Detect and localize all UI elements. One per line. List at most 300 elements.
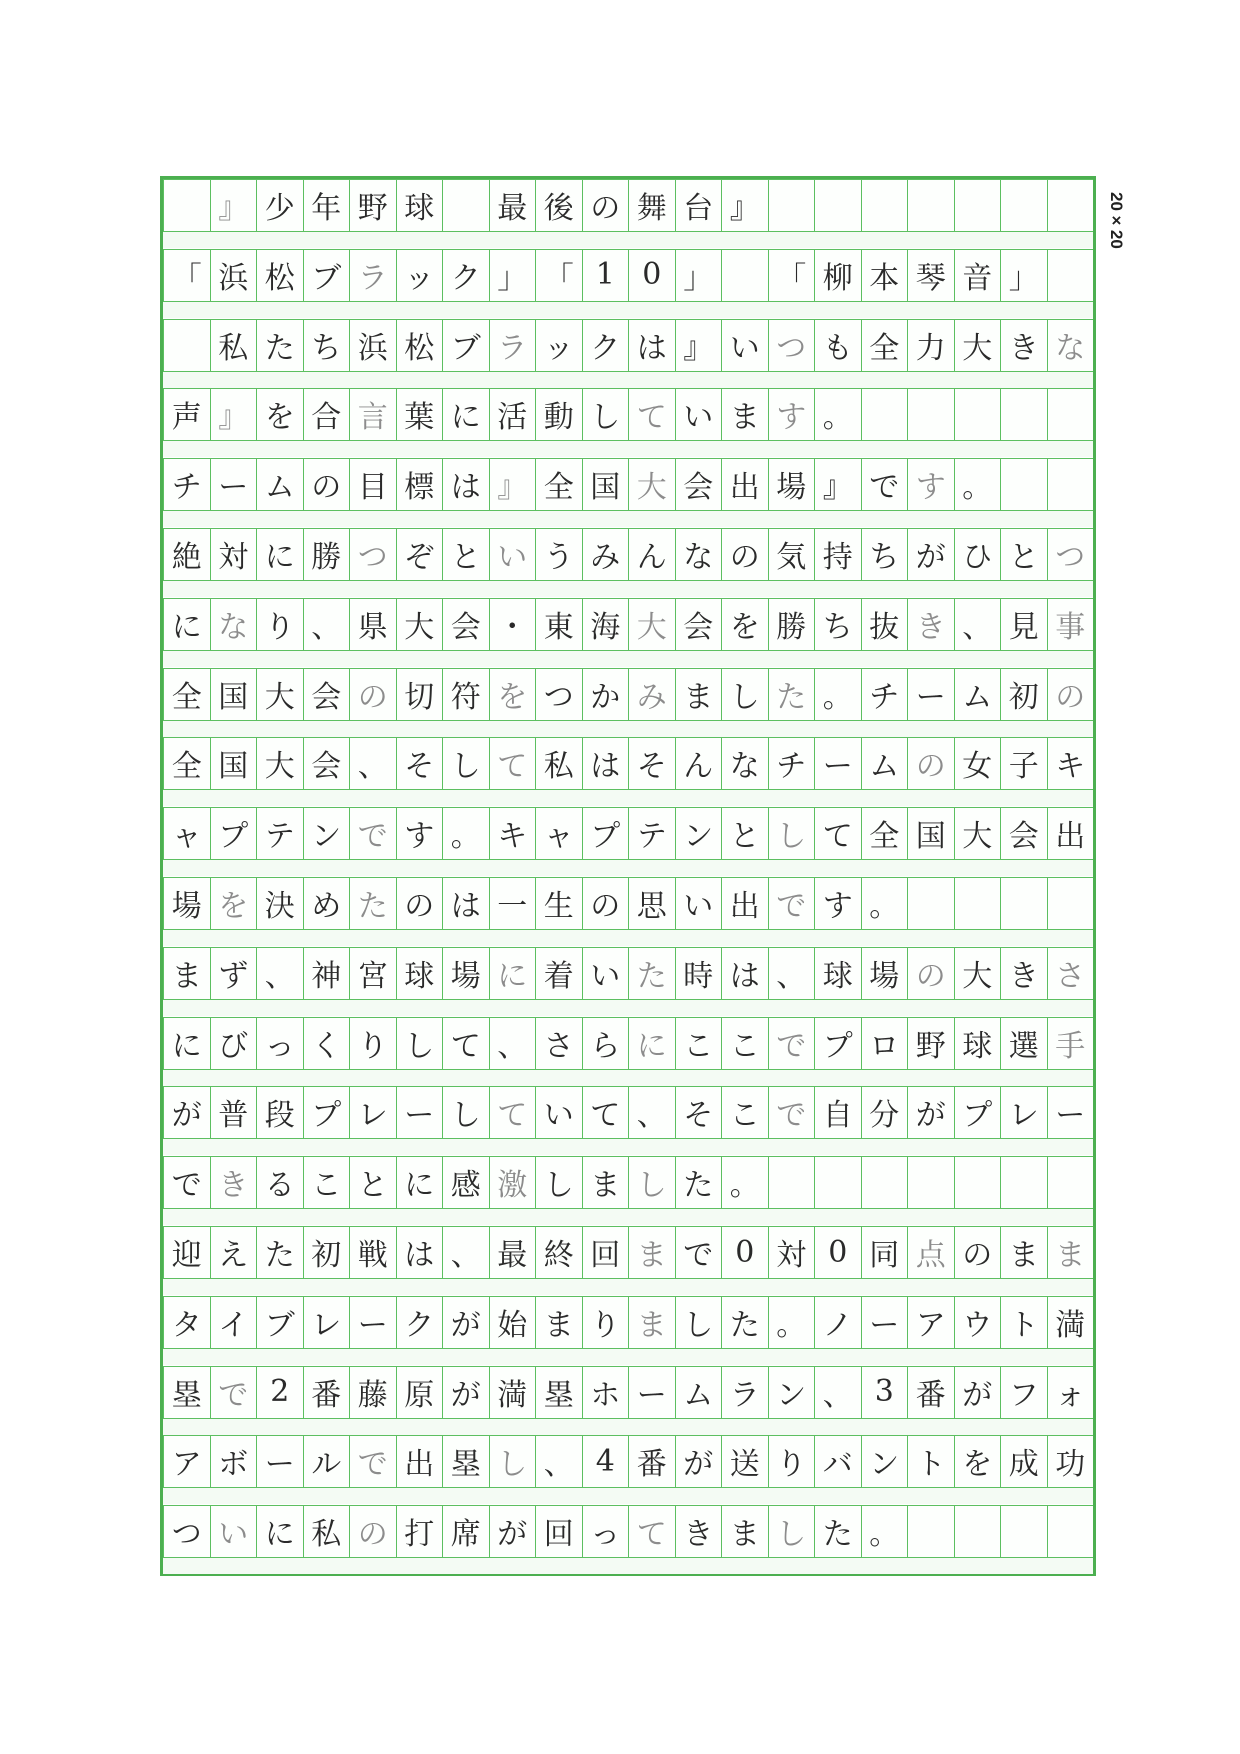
grid-cell bbox=[954, 1505, 1001, 1557]
grid-cell: が bbox=[954, 1366, 1001, 1418]
grid-cell: 東 bbox=[535, 598, 582, 650]
grid-line bbox=[163, 1069, 1093, 1070]
grid-cell: プ bbox=[582, 807, 629, 859]
grid-cell: 』 bbox=[675, 319, 722, 371]
grid-cell: バ bbox=[814, 1435, 861, 1487]
grid-cell: 国 bbox=[907, 807, 954, 859]
grid-cell: ち bbox=[814, 598, 861, 650]
grid-cell: ま bbox=[721, 1505, 768, 1557]
grid-cell: の bbox=[349, 668, 396, 720]
grid-cell bbox=[954, 179, 1001, 231]
grid-cell: 、 bbox=[814, 1366, 861, 1418]
grid-cell: ぞ bbox=[396, 528, 443, 580]
grid-cell: 大 bbox=[954, 319, 1001, 371]
grid-cell: 最 bbox=[489, 179, 536, 231]
grid-cell: が bbox=[907, 1086, 954, 1138]
grid-cell: な bbox=[210, 598, 257, 650]
grid-cell: ず bbox=[210, 947, 257, 999]
grid-cell: の bbox=[582, 877, 629, 929]
grid-cell: 送 bbox=[721, 1435, 768, 1487]
grid-cell: が bbox=[442, 1296, 489, 1348]
grid-cell: 手 bbox=[1047, 1017, 1094, 1069]
grid-cell: 符 bbox=[442, 668, 489, 720]
grid-cell: プ bbox=[210, 807, 257, 859]
grid-cell: 段 bbox=[256, 1086, 303, 1138]
grid-cell: 野 bbox=[907, 1017, 954, 1069]
grid-cell: の bbox=[349, 1505, 396, 1557]
grid-cell: の bbox=[721, 528, 768, 580]
grid-cell: な bbox=[721, 737, 768, 789]
grid-cell bbox=[861, 388, 908, 440]
grid-cell: を bbox=[256, 388, 303, 440]
grid-line bbox=[163, 1348, 1093, 1349]
grid-cell: 球 bbox=[954, 1017, 1001, 1069]
grid-cell: い bbox=[489, 528, 536, 580]
grid-cell: 全 bbox=[861, 319, 908, 371]
grid-row bbox=[163, 528, 1093, 598]
grid-cell: え bbox=[210, 1226, 257, 1278]
grid-cell bbox=[163, 179, 210, 231]
grid-cell: ブ bbox=[303, 249, 350, 301]
grid-cell: に bbox=[256, 1505, 303, 1557]
grid-cell: が bbox=[675, 1435, 722, 1487]
grid-cell: ま bbox=[1000, 1226, 1047, 1278]
grid-cell: 本 bbox=[861, 249, 908, 301]
grid-cell: 0 bbox=[814, 1226, 861, 1278]
grid-cell: 4 bbox=[582, 1435, 629, 1487]
grid-cell: ま bbox=[628, 1296, 675, 1348]
grid-cell: で bbox=[675, 1226, 722, 1278]
grid-cell: る bbox=[256, 1156, 303, 1208]
grid-cell: 、 bbox=[256, 947, 303, 999]
grid-cell: 大 bbox=[628, 598, 675, 650]
grid-cell: 終 bbox=[535, 1226, 582, 1278]
grid-cell: そ bbox=[628, 737, 675, 789]
grid-cell: 「 bbox=[163, 249, 210, 301]
grid-line bbox=[163, 580, 1093, 581]
grid-cell: な bbox=[675, 528, 722, 580]
grid-cell: の bbox=[1047, 668, 1094, 720]
grid-cell: め bbox=[303, 877, 350, 929]
grid-cell: 浜 bbox=[349, 319, 396, 371]
grid-cell bbox=[861, 179, 908, 231]
grid-cell: 番 bbox=[628, 1435, 675, 1487]
grid-cell: 目 bbox=[349, 458, 396, 510]
grid-line bbox=[163, 1138, 1093, 1139]
grid-cell: チ bbox=[861, 668, 908, 720]
grid-cell: 、 bbox=[303, 598, 350, 650]
grid-cell: 言 bbox=[349, 388, 396, 440]
grid-cell: 後 bbox=[535, 179, 582, 231]
grid-cell: が bbox=[442, 1366, 489, 1418]
grid-cell: 思 bbox=[628, 877, 675, 929]
grid-cell: の bbox=[582, 179, 629, 231]
grid-cell: し bbox=[768, 1505, 815, 1557]
grid-cell: り bbox=[256, 598, 303, 650]
grid-cell: み bbox=[582, 528, 629, 580]
grid-cell: し bbox=[396, 1017, 443, 1069]
grid-line bbox=[163, 231, 1093, 232]
grid-cell: が bbox=[163, 1086, 210, 1138]
grid-cell: 大 bbox=[256, 668, 303, 720]
grid-cell: 。 bbox=[814, 668, 861, 720]
grid-cell bbox=[954, 1156, 1001, 1208]
grid-cell: 年 bbox=[303, 179, 350, 231]
grid-cell: 』 bbox=[210, 388, 257, 440]
grid-cell: 満 bbox=[1047, 1296, 1094, 1348]
grid-cell: 番 bbox=[303, 1366, 350, 1418]
grid-cell: て bbox=[442, 1017, 489, 1069]
grid-line bbox=[163, 929, 1093, 930]
grid-cell: 、 bbox=[628, 1086, 675, 1138]
grid-cell: 』 bbox=[814, 458, 861, 510]
grid-cell bbox=[1047, 458, 1094, 510]
grid-cell: 同 bbox=[861, 1226, 908, 1278]
row-gap bbox=[163, 1069, 1093, 1086]
grid-cell: フ bbox=[1000, 1366, 1047, 1418]
grid-cell: き bbox=[210, 1156, 257, 1208]
grid-cell: 野 bbox=[349, 179, 396, 231]
grid-cell: 戦 bbox=[349, 1226, 396, 1278]
grid-cell: 、 bbox=[349, 737, 396, 789]
grid-cell: ア bbox=[163, 1435, 210, 1487]
grid-cell: て bbox=[489, 1086, 536, 1138]
grid-cell: 生 bbox=[535, 877, 582, 929]
grid-cell: が bbox=[907, 528, 954, 580]
grid-cell: プ bbox=[954, 1086, 1001, 1138]
grid-cell: ア bbox=[907, 1296, 954, 1348]
grid-cell: 席 bbox=[442, 1505, 489, 1557]
grid-cell: ン bbox=[675, 807, 722, 859]
grid-cell: 大 bbox=[954, 807, 1001, 859]
grid-cell: で bbox=[210, 1366, 257, 1418]
grid-cell: つ bbox=[768, 319, 815, 371]
grid-cell: 』 bbox=[210, 179, 257, 231]
row-gap bbox=[163, 1487, 1093, 1504]
grid-cell: レ bbox=[303, 1296, 350, 1348]
row-gap bbox=[163, 440, 1093, 457]
grid-cell: を bbox=[954, 1435, 1001, 1487]
row-gap bbox=[163, 1138, 1093, 1155]
grid-row bbox=[163, 319, 1093, 389]
grid-cell: ム bbox=[675, 1366, 722, 1418]
paper-size-label: 20×20 bbox=[1107, 192, 1126, 249]
grid-cell: と bbox=[721, 807, 768, 859]
grid-cell: し bbox=[721, 668, 768, 720]
grid-cell: 私 bbox=[303, 1505, 350, 1557]
grid-cell bbox=[1000, 458, 1047, 510]
grid-cell: 場 bbox=[861, 947, 908, 999]
grid-cell: し bbox=[489, 1435, 536, 1487]
grid-cell: 大 bbox=[396, 598, 443, 650]
grid-cell: 塁 bbox=[442, 1435, 489, 1487]
grid-cell: に bbox=[489, 947, 536, 999]
grid-cell: ブ bbox=[256, 1296, 303, 1348]
grid-cell: ー bbox=[907, 668, 954, 720]
grid-cell: 3 bbox=[861, 1366, 908, 1418]
grid-cell: ん bbox=[628, 528, 675, 580]
grid-cell: 勝 bbox=[768, 598, 815, 650]
grid-cell: ひ bbox=[954, 528, 1001, 580]
grid-cell: つ bbox=[535, 668, 582, 720]
grid-cell: の bbox=[396, 877, 443, 929]
grid-cell: ウ bbox=[954, 1296, 1001, 1348]
grid-cell: き bbox=[907, 598, 954, 650]
grid-cell: 一 bbox=[489, 877, 536, 929]
grid-cell bbox=[1047, 1156, 1094, 1208]
grid-cell: は bbox=[396, 1226, 443, 1278]
grid-cell: 。 bbox=[954, 458, 1001, 510]
grid-cell: 球 bbox=[396, 947, 443, 999]
grid-cell: い bbox=[535, 1086, 582, 1138]
grid-cell: と bbox=[442, 528, 489, 580]
grid-cell: 最 bbox=[489, 1226, 536, 1278]
grid-cell: 声 bbox=[163, 388, 210, 440]
grid-cell: 台 bbox=[675, 179, 722, 231]
grid-cell bbox=[1047, 249, 1094, 301]
grid-cell: ま bbox=[163, 947, 210, 999]
grid-cell: 出 bbox=[396, 1435, 443, 1487]
grid-cell: ン bbox=[768, 1366, 815, 1418]
grid-cell: は bbox=[442, 877, 489, 929]
row-gap bbox=[163, 859, 1093, 876]
grid-cell: さ bbox=[535, 1017, 582, 1069]
grid-cell: ブ bbox=[442, 319, 489, 371]
grid-cell: ン bbox=[303, 807, 350, 859]
grid-cell: ラ bbox=[489, 319, 536, 371]
grid-cell: イ bbox=[210, 1296, 257, 1348]
grid-cell: 2 bbox=[256, 1366, 303, 1418]
grid-cell: ー bbox=[396, 1086, 443, 1138]
grid-cell: 決 bbox=[256, 877, 303, 929]
grid-cell: こ bbox=[721, 1017, 768, 1069]
grid-cell: て bbox=[628, 1505, 675, 1557]
row-gap bbox=[163, 371, 1093, 388]
grid-row bbox=[163, 1017, 1093, 1087]
grid-cell: 0 bbox=[628, 249, 675, 301]
grid-cell: ち bbox=[861, 528, 908, 580]
grid-cell: 』 bbox=[489, 458, 536, 510]
row-gap bbox=[163, 580, 1093, 597]
grid-row bbox=[163, 668, 1093, 738]
grid-cell: ォ bbox=[1047, 1366, 1094, 1418]
grid-line bbox=[163, 789, 1093, 790]
grid-cell bbox=[907, 877, 954, 929]
grid-cell: 。 bbox=[768, 1296, 815, 1348]
grid-cell: ル bbox=[303, 1435, 350, 1487]
row-gap bbox=[163, 301, 1093, 318]
grid-line bbox=[163, 1557, 1093, 1558]
grid-cell: た bbox=[628, 947, 675, 999]
grid-cell: 会 bbox=[1000, 807, 1047, 859]
grid-cell: 普 bbox=[210, 1086, 257, 1138]
grid-cell bbox=[1047, 179, 1094, 231]
grid-cell: 球 bbox=[814, 947, 861, 999]
row-gap bbox=[163, 650, 1093, 667]
grid-cell: た bbox=[768, 668, 815, 720]
grid-cell: て bbox=[582, 1086, 629, 1138]
grid-cell: た bbox=[721, 1296, 768, 1348]
grid-cell: ー bbox=[861, 1296, 908, 1348]
grid-cell: 迎 bbox=[163, 1226, 210, 1278]
grid-cell: は bbox=[721, 947, 768, 999]
grid-cell: 」 bbox=[489, 249, 536, 301]
grid-cell: す bbox=[814, 877, 861, 929]
row-gap bbox=[163, 231, 1093, 248]
grid-cell: て bbox=[628, 388, 675, 440]
grid-cell: ー bbox=[814, 737, 861, 789]
grid-cell bbox=[1047, 1505, 1094, 1557]
grid-cell bbox=[1000, 388, 1047, 440]
grid-cell: ホ bbox=[582, 1366, 629, 1418]
grid-line bbox=[163, 440, 1093, 441]
grid-cell: こ bbox=[721, 1086, 768, 1138]
grid-cell: 始 bbox=[489, 1296, 536, 1348]
grid-cell bbox=[954, 388, 1001, 440]
grid-cell: 初 bbox=[303, 1226, 350, 1278]
grid-cell: か bbox=[582, 668, 629, 720]
grid-cell: く bbox=[303, 1017, 350, 1069]
grid-cell: を bbox=[210, 877, 257, 929]
grid-cell: り bbox=[768, 1435, 815, 1487]
grid-cell: 絶 bbox=[163, 528, 210, 580]
grid-cell: 松 bbox=[396, 319, 443, 371]
grid-cell: 合 bbox=[303, 388, 350, 440]
grid-cell: 、 bbox=[489, 1017, 536, 1069]
grid-cell: 国 bbox=[210, 737, 257, 789]
grid-row bbox=[163, 1086, 1093, 1156]
grid-cell: ま bbox=[1047, 1226, 1094, 1278]
grid-line bbox=[163, 1208, 1093, 1209]
grid-cell: 。 bbox=[442, 807, 489, 859]
grid-cell: レ bbox=[1000, 1086, 1047, 1138]
row-gap bbox=[163, 1348, 1093, 1365]
grid-cell: 「 bbox=[768, 249, 815, 301]
grid-cell: ノ bbox=[814, 1296, 861, 1348]
grid-cell: 全 bbox=[861, 807, 908, 859]
grid-cell: 私 bbox=[210, 319, 257, 371]
grid-cell: 出 bbox=[721, 458, 768, 510]
grid-cell bbox=[768, 179, 815, 231]
grid-cell: し bbox=[675, 1296, 722, 1348]
grid-cell: 着 bbox=[535, 947, 582, 999]
grid-cell bbox=[907, 179, 954, 231]
grid-cell: っ bbox=[256, 1017, 303, 1069]
grid-cell: う bbox=[535, 528, 582, 580]
grid-cell: ッ bbox=[535, 319, 582, 371]
grid-cell: キ bbox=[1047, 737, 1094, 789]
grid-cell: レ bbox=[349, 1086, 396, 1138]
grid-line bbox=[163, 859, 1093, 860]
row-gap bbox=[163, 929, 1093, 946]
row-gap bbox=[163, 510, 1093, 527]
grid-cell: ャ bbox=[163, 807, 210, 859]
grid-cell: 対 bbox=[210, 528, 257, 580]
grid-cell: っ bbox=[582, 1505, 629, 1557]
grid-cell: に bbox=[163, 598, 210, 650]
grid-cell: 県 bbox=[349, 598, 396, 650]
grid-row bbox=[163, 598, 1093, 668]
grid-cell: 分 bbox=[861, 1086, 908, 1138]
grid-cell: 自 bbox=[814, 1086, 861, 1138]
grid-cell: 。 bbox=[814, 388, 861, 440]
grid-cell: し bbox=[442, 1086, 489, 1138]
grid-cell: 気 bbox=[768, 528, 815, 580]
grid-cell bbox=[907, 1156, 954, 1208]
grid-cell: タ bbox=[163, 1296, 210, 1348]
grid-cell: 満 bbox=[489, 1366, 536, 1418]
grid-line bbox=[163, 1418, 1093, 1419]
grid-cell: 球 bbox=[396, 179, 443, 231]
grid-cell: 回 bbox=[535, 1505, 582, 1557]
grid-cell: ま bbox=[675, 668, 722, 720]
grid-cell: プ bbox=[814, 1017, 861, 1069]
grid-row bbox=[163, 947, 1093, 1017]
grid-cell: 浜 bbox=[210, 249, 257, 301]
grid-cell: 国 bbox=[582, 458, 629, 510]
grid-cell: な bbox=[1047, 319, 1094, 371]
row-gap bbox=[163, 1278, 1093, 1295]
grid-cell: 点 bbox=[907, 1226, 954, 1278]
grid-cell: た bbox=[814, 1505, 861, 1557]
grid-cell bbox=[814, 1156, 861, 1208]
grid-cell: い bbox=[675, 877, 722, 929]
grid-cell: 松 bbox=[256, 249, 303, 301]
grid-cell: ャ bbox=[535, 807, 582, 859]
grid-cell: 。 bbox=[721, 1156, 768, 1208]
grid-row bbox=[163, 877, 1093, 947]
grid-cell: ん bbox=[675, 737, 722, 789]
grid-cell: 0 bbox=[721, 1226, 768, 1278]
grid-cell: ま bbox=[582, 1156, 629, 1208]
grid-line bbox=[163, 301, 1093, 302]
grid-line bbox=[163, 371, 1093, 372]
grid-cell bbox=[861, 1156, 908, 1208]
grid-cell: で bbox=[768, 877, 815, 929]
grid-cell: つ bbox=[163, 1505, 210, 1557]
grid-cell: さ bbox=[1047, 947, 1094, 999]
grid-cell: 海 bbox=[582, 598, 629, 650]
grid-cell: し bbox=[535, 1156, 582, 1208]
grid-cell: み bbox=[628, 668, 675, 720]
grid-cell: も bbox=[814, 319, 861, 371]
grid-cell bbox=[1000, 1505, 1047, 1557]
grid-cell: 対 bbox=[768, 1226, 815, 1278]
grid-cell: 。 bbox=[861, 1505, 908, 1557]
grid-cell: 打 bbox=[396, 1505, 443, 1557]
grid-cell: し bbox=[582, 388, 629, 440]
grid-cell: 番 bbox=[907, 1366, 954, 1418]
grid-cell: 藤 bbox=[349, 1366, 396, 1418]
grid-cell: ト bbox=[1000, 1296, 1047, 1348]
grid-cell: を bbox=[721, 598, 768, 650]
grid-row bbox=[163, 458, 1093, 528]
grid-cell: の bbox=[303, 458, 350, 510]
grid-cell: ー bbox=[210, 458, 257, 510]
row-gap bbox=[163, 1208, 1093, 1225]
grid-cell: の bbox=[954, 1226, 1001, 1278]
grid-cell: で bbox=[349, 807, 396, 859]
grid-cell: ま bbox=[628, 1226, 675, 1278]
grid-cell: 場 bbox=[163, 877, 210, 929]
grid-cell: す bbox=[907, 458, 954, 510]
grid-cell: キ bbox=[489, 807, 536, 859]
grid-row bbox=[163, 1226, 1093, 1296]
grid-cell: で bbox=[768, 1017, 815, 1069]
grid-row bbox=[163, 249, 1093, 319]
grid-cell: ム bbox=[861, 737, 908, 789]
grid-cell bbox=[907, 1505, 954, 1557]
